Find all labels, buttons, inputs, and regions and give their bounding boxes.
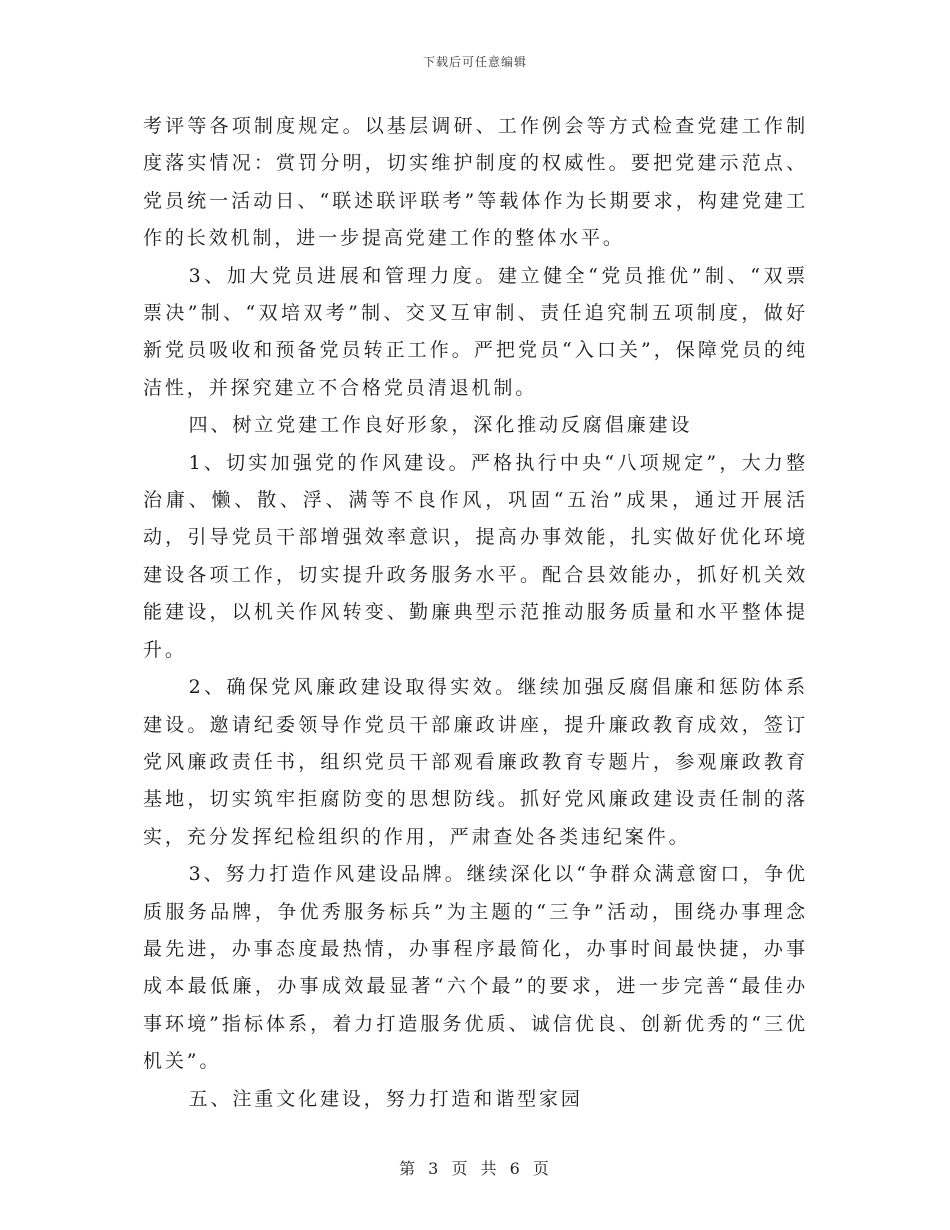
paragraph-continuation: 考评等各项制度规定。以基层调研、工作例会等方式检查党建工作制度落实情况：赏罚分明，切实维护制度的权威性。要把党建示范点、党员统一活动日、“联述联评联考”等载体作为长期要求，构建党建工作的长效机制，进一步提高党建工作的整体水平。 (143, 115, 808, 250)
paragraph-work-style-brand: 3、努力打造作风建设品牌。继续深化以“争群众满意窗口，争优质服务品牌，争优秀服务标兵”为主题的“三争”活动，围绕办事理念最先进，办事态度最热情，办事程序最简化，办事时间最快捷，办事成本最低廉，办事成效最显著“六个最”的要求，进一步完善“最佳办事环境”指标体系，着力打造服务优质、诚信优良、创新优秀的“三优机关”。 (143, 863, 808, 1073)
paragraph-clean-government: 2、确保党风廉政建设取得实效。继续加强反腐倡廉和惩防体系建设。邀请纪委领导作党员干部廉政讲座，提升廉政教育成效，签订党风廉政责任书，组织党员干部观看廉政教育专题片，参观廉政教育基地，切实筑牢拒腐防变的思想防线。抓好党风廉政建设责任制的落实，充分发挥纪检组织的作用，严肃查处各类违纪案件。 (143, 676, 808, 848)
paragraph-work-style: 1、切实加强党的作风建设。严格执行中央“八项规定”，大力整治庸、懒、散、浮、满等不良作风，巩固“五治”成果，通过开展活动，引导党员干部增强效率意识，提高办事效能，扎实做好优化环境建设各项工作，切实提升政务服务水平。配合县效能办，抓好机关效能建设，以机关作风转变、勤廉典型示范推动服务质量和水平整体提升。 (143, 451, 808, 661)
section-heading-five: 五、注重文化建设，努力打造和谐型家园 (188, 1087, 583, 1110)
paragraph-party-member-management: 3、加大党员进展和管理力度。建立健全“党员推优”制、“双票票决”制、“双培双考”制、交叉互审制、责任追究制五项制度，做好新党员吸收和预备党员转正工作。严把党员“入口关”，保障党员的纯洁性，并探究建立不合格党员清退机制。 (143, 264, 808, 399)
page-header: 下载后可任意编辑 (422, 55, 527, 69)
section-heading-four: 四、树立党建工作良好形象，深化推动反腐倡廉建设 (188, 414, 693, 437)
page-number: 第 3 页 共 6 页 (399, 1159, 551, 1178)
document-body (143, 108, 808, 1118)
